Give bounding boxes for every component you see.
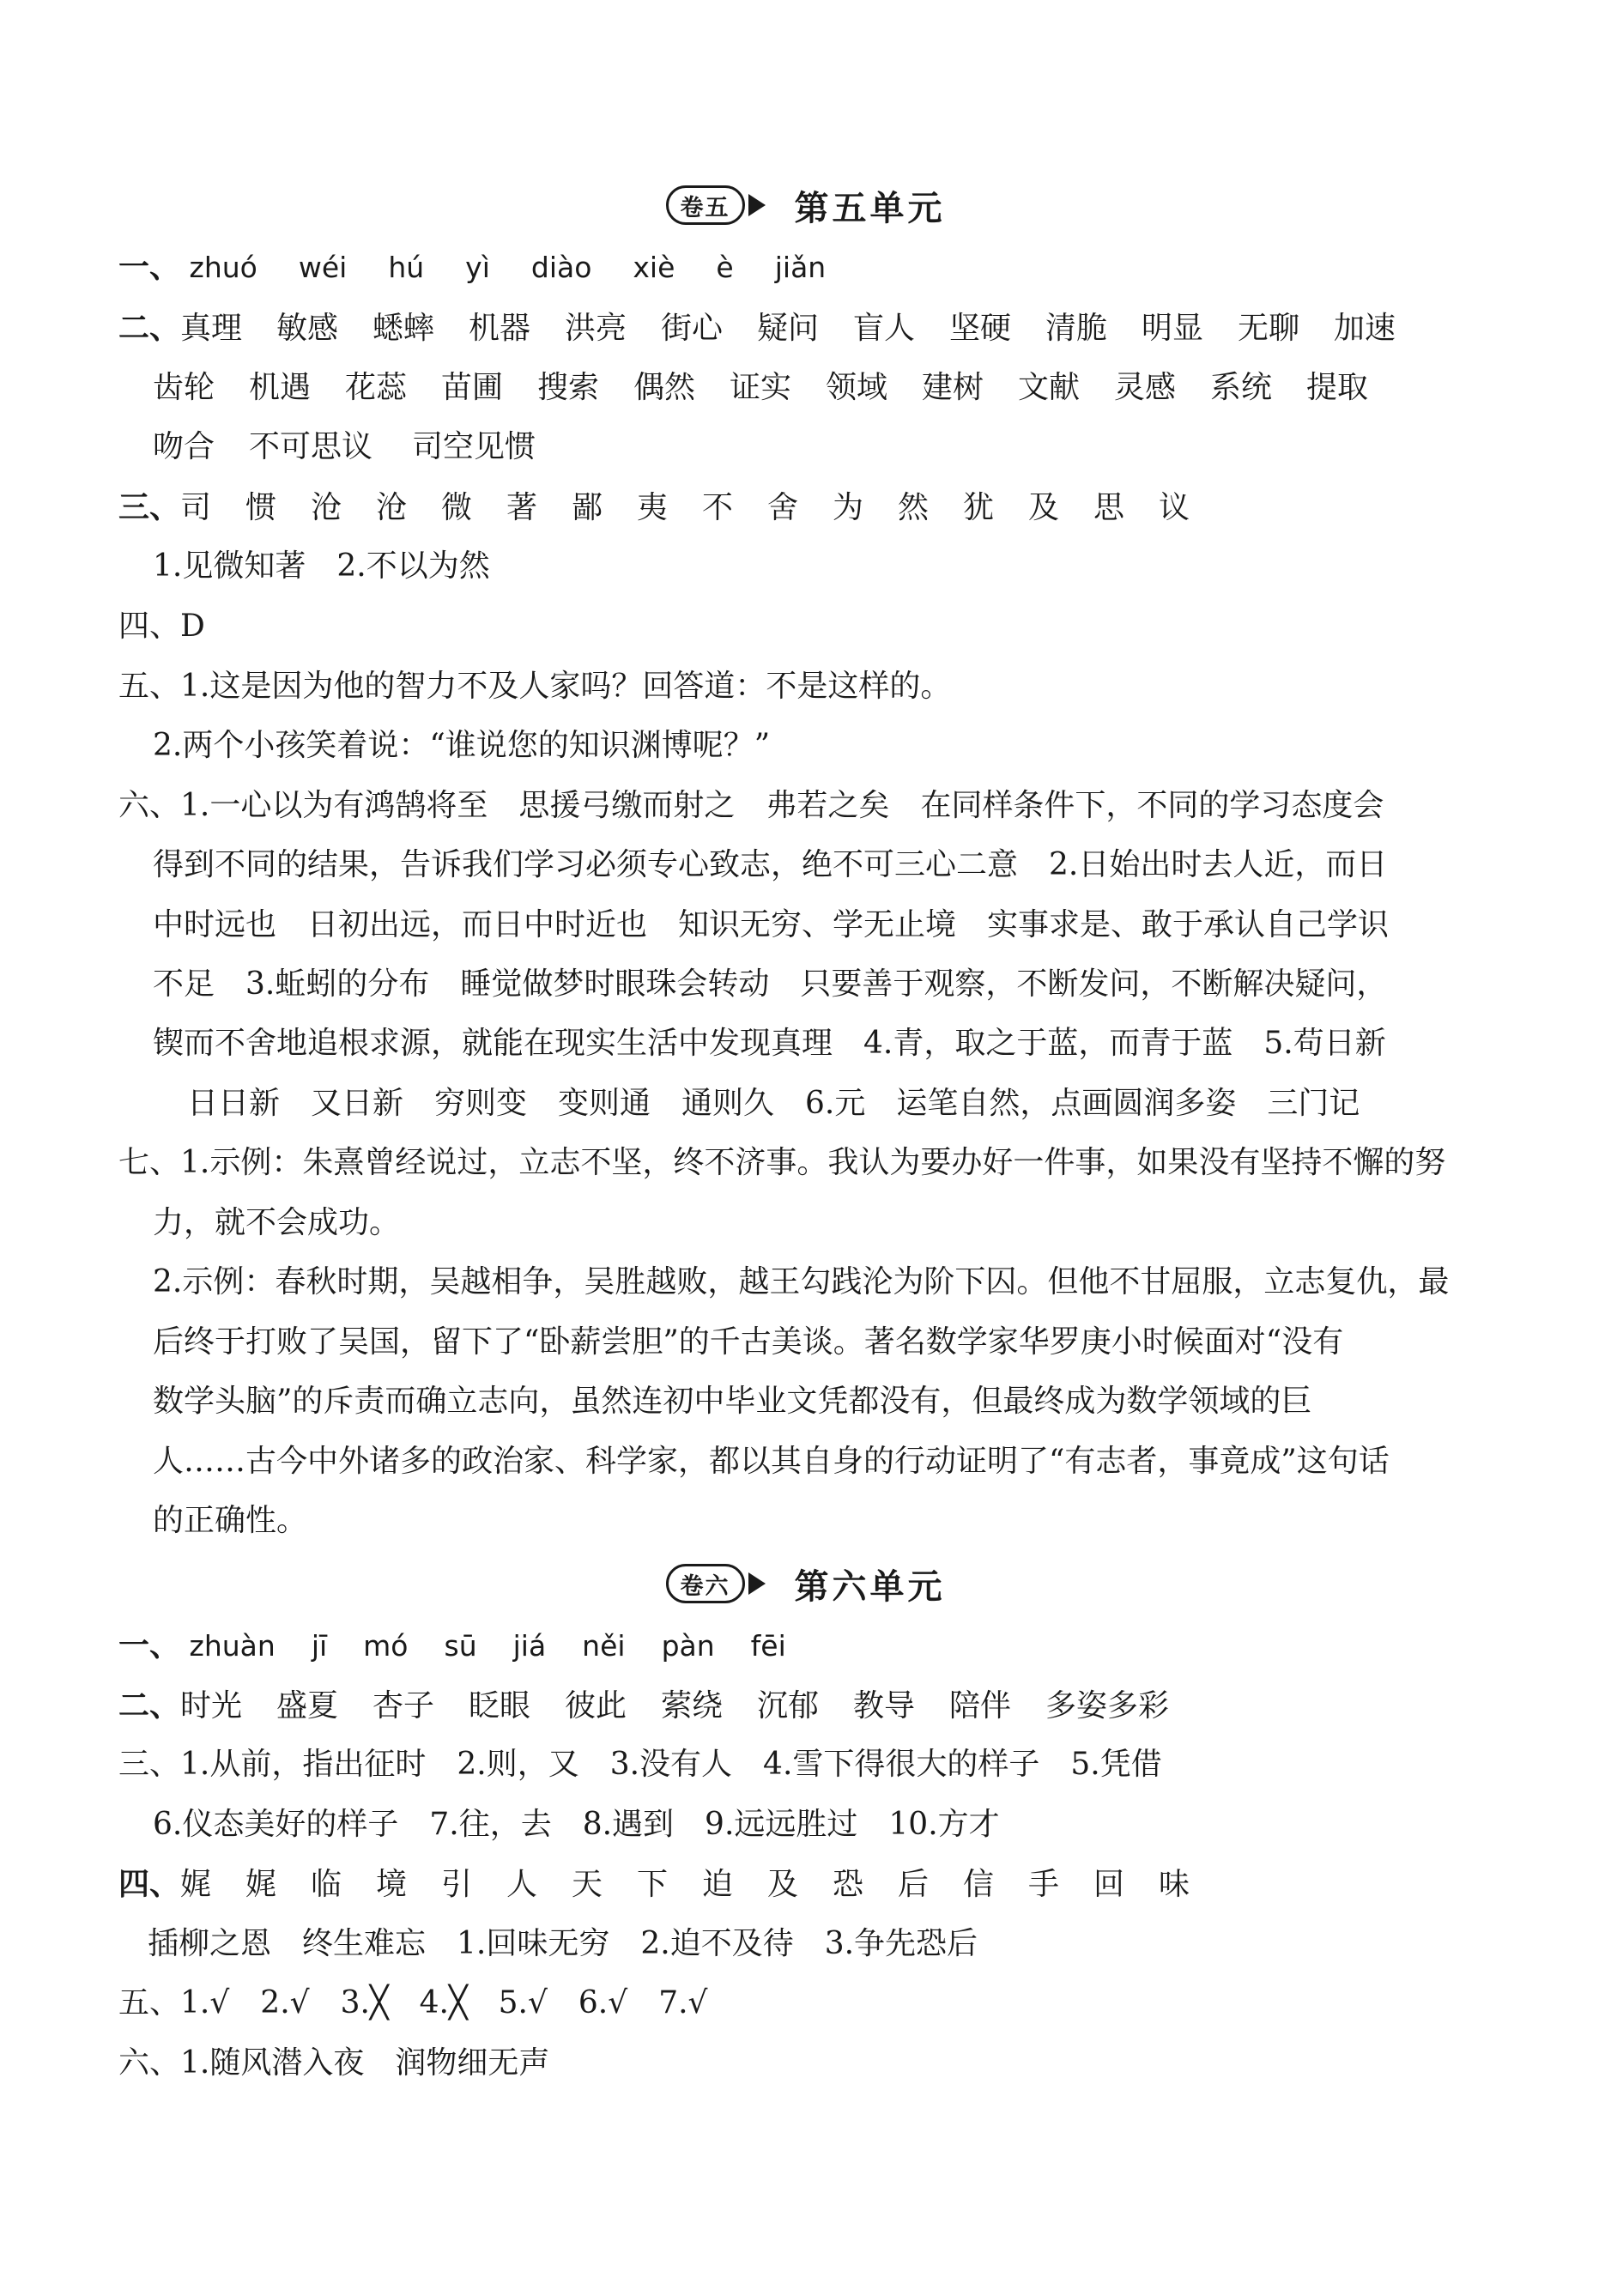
word: 陪伴: [949, 1688, 1012, 1724]
char: 恐: [833, 1867, 864, 1902]
pinyin-item: jī: [311, 1629, 328, 1663]
pinyin-list: [180, 251, 826, 284]
char: 犹: [963, 490, 995, 525]
unit5-q7-1: 七、1.示例：朱熹曾经说过，立志不坚，终不济事。我认为要办好一件事，如果没有坚持不懈的努: [118, 1145, 1446, 1180]
unit5-q6-6: 日日新 又日新 穷则变 变则通 通则久 6.元 运笔自然，点画圆润多姿 三门记: [187, 1086, 1360, 1121]
unit5-header: [0, 179, 1611, 231]
word: 机器: [469, 311, 531, 346]
word: 街心: [661, 311, 724, 346]
pinyin-item: mó: [363, 1629, 409, 1663]
pinyin-item: wéi: [298, 251, 348, 284]
word: 沉郁: [757, 1688, 820, 1724]
word: 教导: [853, 1688, 916, 1724]
unit5-q3-sub: 1.见微知著 2.不以为然: [153, 548, 490, 584]
word: 系统: [1210, 370, 1273, 405]
char: 迫: [702, 1867, 734, 1902]
char: 然: [898, 490, 930, 525]
unit6-title: 第六单元: [794, 1566, 946, 1607]
pinyin-item: hú: [388, 251, 425, 284]
char: 惯: [245, 490, 277, 525]
word: 蟋蟀: [372, 311, 435, 346]
unit5-q6-2: 得到不同的结果，告诉我们学习必须专心致志，绝不可三心二意 2.日始出时去人近，而日: [153, 847, 1388, 882]
char: 及: [1028, 490, 1060, 525]
word: 加速: [1334, 311, 1396, 346]
triangle-arrow-icon: [748, 1572, 766, 1595]
word: 多姿多彩: [1045, 1688, 1170, 1724]
unit6-badge: 卷六: [666, 1564, 745, 1603]
word: 明显: [1142, 311, 1204, 346]
char: 沧: [311, 490, 342, 525]
unit5-q7-7: 的正确性。: [153, 1503, 308, 1538]
char: 舍: [767, 490, 799, 525]
q1-label: 一、: [118, 1627, 181, 1663]
unit5-q7-5: 数学头脑”的斥责而确立志向，虽然连初中毕业文凭都没有，但最终成为数学领域的巨: [153, 1384, 1312, 1419]
pinyin-item: fēi: [750, 1629, 786, 1663]
char: 引: [441, 1867, 473, 1902]
word: 证实: [730, 370, 792, 405]
unit5-badge: 卷五: [666, 185, 745, 225]
char: 手: [1028, 1867, 1060, 1902]
unit6-q4: [118, 1862, 1190, 1906]
unit5-q2-row3: [153, 425, 536, 469]
pinyin-item: zhuàn: [189, 1629, 276, 1663]
char: 回: [1093, 1867, 1125, 1902]
unit5-q3: [118, 485, 1190, 530]
char: 味: [1159, 1867, 1190, 1902]
triangle-arrow-icon: [748, 194, 766, 216]
pinyin-item: zhuó: [189, 251, 257, 284]
unit5-q2-row2: [153, 366, 1368, 410]
word: 时光: [180, 1688, 243, 1724]
word: 司空见惯: [412, 429, 536, 464]
pinyin-item: něi: [582, 1629, 626, 1663]
char: 天: [572, 1867, 603, 1902]
q4-label: 四、: [118, 1866, 181, 1902]
char: 为: [833, 490, 864, 525]
unit5-q2-row1: [118, 306, 1396, 350]
unit5-q7-3: 2.示例：春秋时期，吴越相争，吴胜越败，越王勾践沦为阶下囚。但他不甘屈服，立志复仇，最: [153, 1264, 1450, 1299]
q2-label: 二、: [118, 1687, 181, 1724]
pinyin-item: jiǎn: [774, 251, 827, 284]
char: 议: [1159, 490, 1190, 525]
pinyin-item: diào: [530, 251, 592, 284]
word: 领域: [826, 370, 888, 405]
word: 不可思议: [249, 429, 373, 464]
unit5-q7-6: 人……古今中外诸多的政治家、科学家，都以其自身的行动证明了“有志者，事竟成”这句话: [153, 1444, 1390, 1479]
word: 清脆: [1045, 311, 1108, 346]
unit5-q6-4: 不足 3.蚯蚓的分布 睡觉做梦时眼珠会转动 只要善于观察，不断发问，不断解决疑问，: [153, 966, 1388, 1002]
char: 人: [506, 1867, 538, 1902]
word: 疑问: [757, 311, 820, 346]
char: 不: [702, 490, 734, 525]
unit5-q6-1: 六、1.一心以为有鸿鹄将至 思援弓缴而射之 弗若之矣 在同样条件下，不同的学习态度会: [118, 788, 1384, 823]
char: 及: [767, 1867, 799, 1902]
unit5-q6-5: 锲而不舍地追根求源，就能在现实生活中发现真理 4.青，取之于蓝，而青于蓝 5.苟日新: [153, 1026, 1386, 1061]
char: 著: [506, 490, 538, 525]
word: 杏子: [372, 1688, 435, 1724]
char: 微: [441, 490, 473, 525]
unit5-q5-2: 2.两个小孩笑着说：“谁说您的知识渊博呢？”: [153, 728, 771, 763]
word: 彼此: [565, 1688, 627, 1724]
unit6-q3-1: 三、1.从前，指出征时 2.则，又 3.没有人 4.雪下得很大的样子 5.凭借: [118, 1747, 1162, 1782]
word: 机遇: [249, 370, 312, 405]
word: 萦绕: [661, 1688, 724, 1724]
pinyin-item: sū: [444, 1629, 477, 1663]
q3-label: 三、: [118, 489, 181, 525]
word: 灵感: [1114, 370, 1177, 405]
unit6-q1: [118, 1623, 786, 1668]
word: 苗圃: [441, 370, 504, 405]
pinyin-list: [180, 1629, 786, 1663]
word: 坚硬: [949, 311, 1012, 346]
char: 沧: [376, 490, 408, 525]
unit5-q7-4: 后终于打败了吴国，留下了“卧薪尝胆”的千古美谈。著名数学家华罗庚小时候面对“没有: [153, 1324, 1344, 1360]
char: 下: [637, 1867, 669, 1902]
pinyin-item: xiè: [633, 251, 675, 284]
char: 临: [311, 1867, 342, 1902]
pinyin-item: jiá: [512, 1629, 547, 1663]
word: 偶然: [633, 370, 696, 405]
word: 盛夏: [276, 1688, 339, 1724]
unit5-title: 第五单元: [794, 187, 946, 228]
unit6-q5: 五、1.√ 2.√ 3.╳ 4.╳ 5.√ 6.√ 7.√: [118, 1985, 708, 2020]
word: 齿轮: [153, 370, 215, 405]
word: 花蕊: [345, 370, 408, 405]
word: 洪亮: [565, 311, 627, 346]
word: 无聊: [1238, 311, 1300, 346]
unit5-q5-1: 五、1.这是因为他的智力不及人家吗？回答道：不是这样的。: [118, 669, 952, 704]
unit5-q7-2: 力，就不会成功。: [153, 1205, 401, 1240]
word: 搜索: [537, 370, 600, 405]
unit6-q3-2: 6.仪态美好的样子 7.往，去 8.遇到 9.远远胜过 10.方才: [153, 1807, 1000, 1842]
char: 思: [1093, 490, 1125, 525]
pinyin-item: pàn: [661, 1629, 715, 1663]
char: 鄙: [572, 490, 603, 525]
word: 建树: [922, 370, 984, 405]
char: 娓: [245, 1867, 277, 1902]
word: 吻合: [153, 429, 215, 464]
unit5-q6-3: 中时远也 日初出远，而日中时近也 知识无穷、学无止境 实事求是、敢于承认自己学识: [153, 907, 1390, 942]
word: 盲人: [853, 311, 916, 346]
unit6-q6: 六、1.随风潜入夜 润物细无声: [118, 2045, 550, 2081]
char: 后: [898, 1867, 930, 1902]
q2-label: 二、: [118, 310, 181, 346]
word: 敏感: [276, 311, 339, 346]
unit5-q1: [118, 245, 826, 289]
pinyin-item: è: [716, 251, 734, 284]
q1-label: 一、: [118, 249, 181, 285]
unit6-header: [0, 1558, 1611, 1609]
char: 境: [376, 1867, 408, 1902]
word: 文献: [1018, 370, 1081, 405]
word: 提取: [1306, 370, 1369, 405]
unit5-q4: 四、D: [118, 609, 205, 644]
pinyin-item: yì: [465, 251, 490, 284]
char: 娓: [180, 1867, 212, 1902]
char: 信: [963, 1867, 995, 1902]
word: 真理: [180, 311, 243, 346]
unit6-q2: [118, 1683, 1169, 1728]
char: 司: [180, 490, 212, 525]
word: 眨眼: [469, 1688, 531, 1724]
unit6-q4-sub: 插柳之恩 终生难忘 1.回味无穷 2.迫不及待 3.争先恐后: [148, 1926, 978, 1961]
char: 夷: [637, 490, 669, 525]
